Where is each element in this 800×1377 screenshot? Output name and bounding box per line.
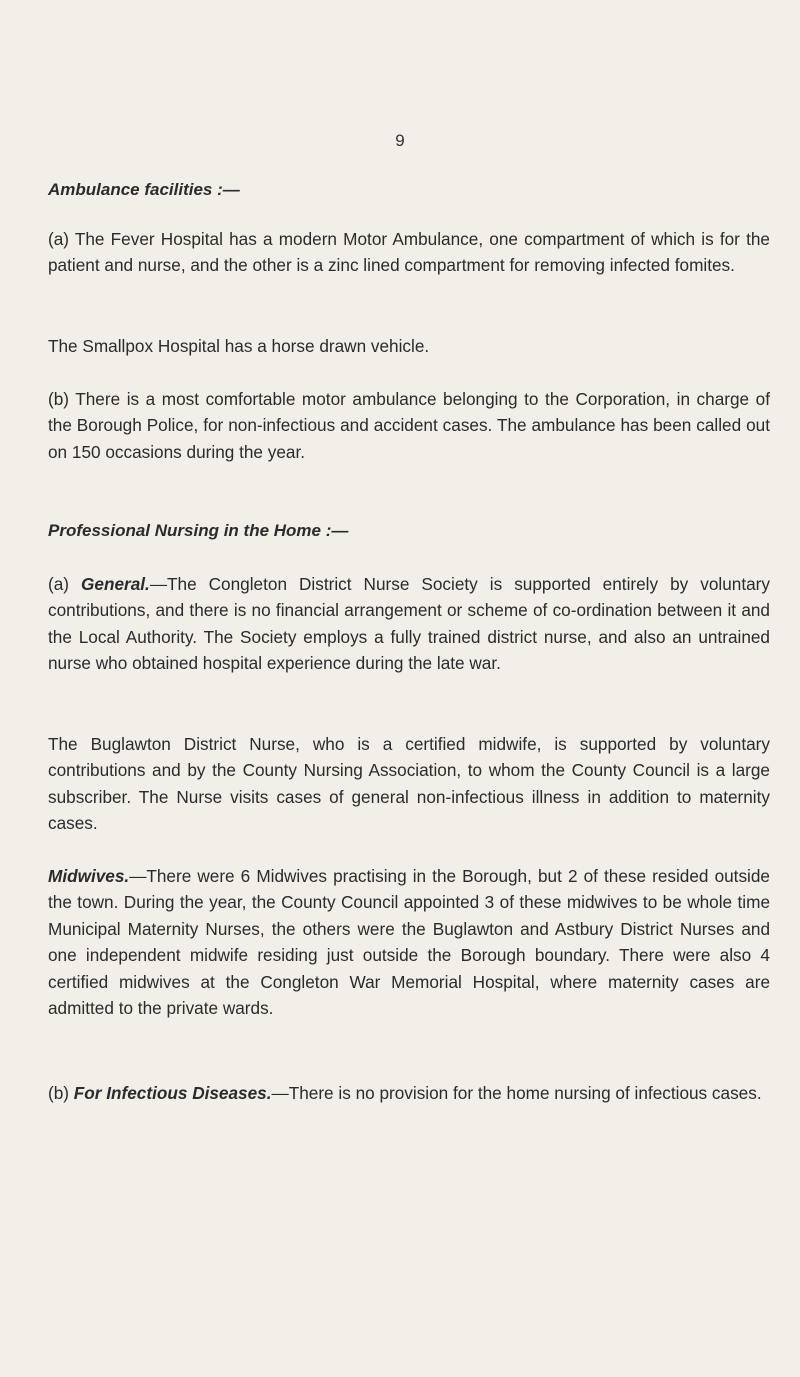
general-text: —The Congleton District Nurse Society is supported entirely by voluntary contributions, and there is no financial arrangement or scheme of co-ordination between it and the Local Authority. The Society employs a fully trained district nurse, and also an untrained nurse who obtained hospital experience during the late war. — [48, 574, 770, 674]
infectious-text: —There is no provision for the home nursing of infectious cases. — [271, 1083, 762, 1103]
midwives-label: Midwives. — [48, 866, 130, 886]
infectious-prefix: (b) — [48, 1083, 74, 1103]
page-number: 9 — [395, 131, 405, 150]
general-nursing-paragraph — [48, 571, 770, 677]
general-label: General. — [81, 574, 150, 594]
ambulance-heading: Ambulance facilities :— — [48, 180, 240, 199]
midwives-text: —There were 6 Midwives practising in the Borough, but 2 of these resided outside the town. During the year, the County Council appointed 3 of these midwives to be whole time Municipal Maternity Nurses, the others were the Buglawton and Astbury District Nurses and one independent midwife residing just outside the Borough boundary. There were also 4 certified midwives at the Congleton War Memorial Hospital, where maternity cases are admitted to the private wards. — [48, 866, 770, 1019]
smallpox-paragraph: The Smallpox Hospital has a horse drawn vehicle. — [48, 336, 430, 356]
midwives-paragraph — [48, 863, 770, 1021]
general-prefix: (a) — [48, 574, 82, 594]
infectious-diseases-paragraph — [48, 1080, 770, 1106]
nursing-heading: Professional Nursing in the Home :— — [48, 521, 349, 540]
buglawton-nurse-paragraph: The Buglawton District Nurse, who is a certified midwife, is supported by voluntary contributions and by the County Nursing Association, to whom the County Council is a large subscriber. The Nurse visits cases of general non-infectious illness in addition to maternity cases. — [48, 734, 770, 834]
ambulance-paragraph-a: (a) The Fever Hospital has a modern Motor Ambulance, one compartment of which is for the patient and nurse, and the other is a zinc lined compartment for removing infected fomites. — [48, 229, 770, 276]
infectious-label: For Infectious Diseases. — [73, 1083, 272, 1103]
ambulance-paragraph-b: (b) There is a most comfortable motor ambulance belonging to the Corporation, in charge of the Borough Police, for non-infectious and accident cases. The ambulance has been called out on 150 occasions during the year. — [48, 389, 770, 462]
